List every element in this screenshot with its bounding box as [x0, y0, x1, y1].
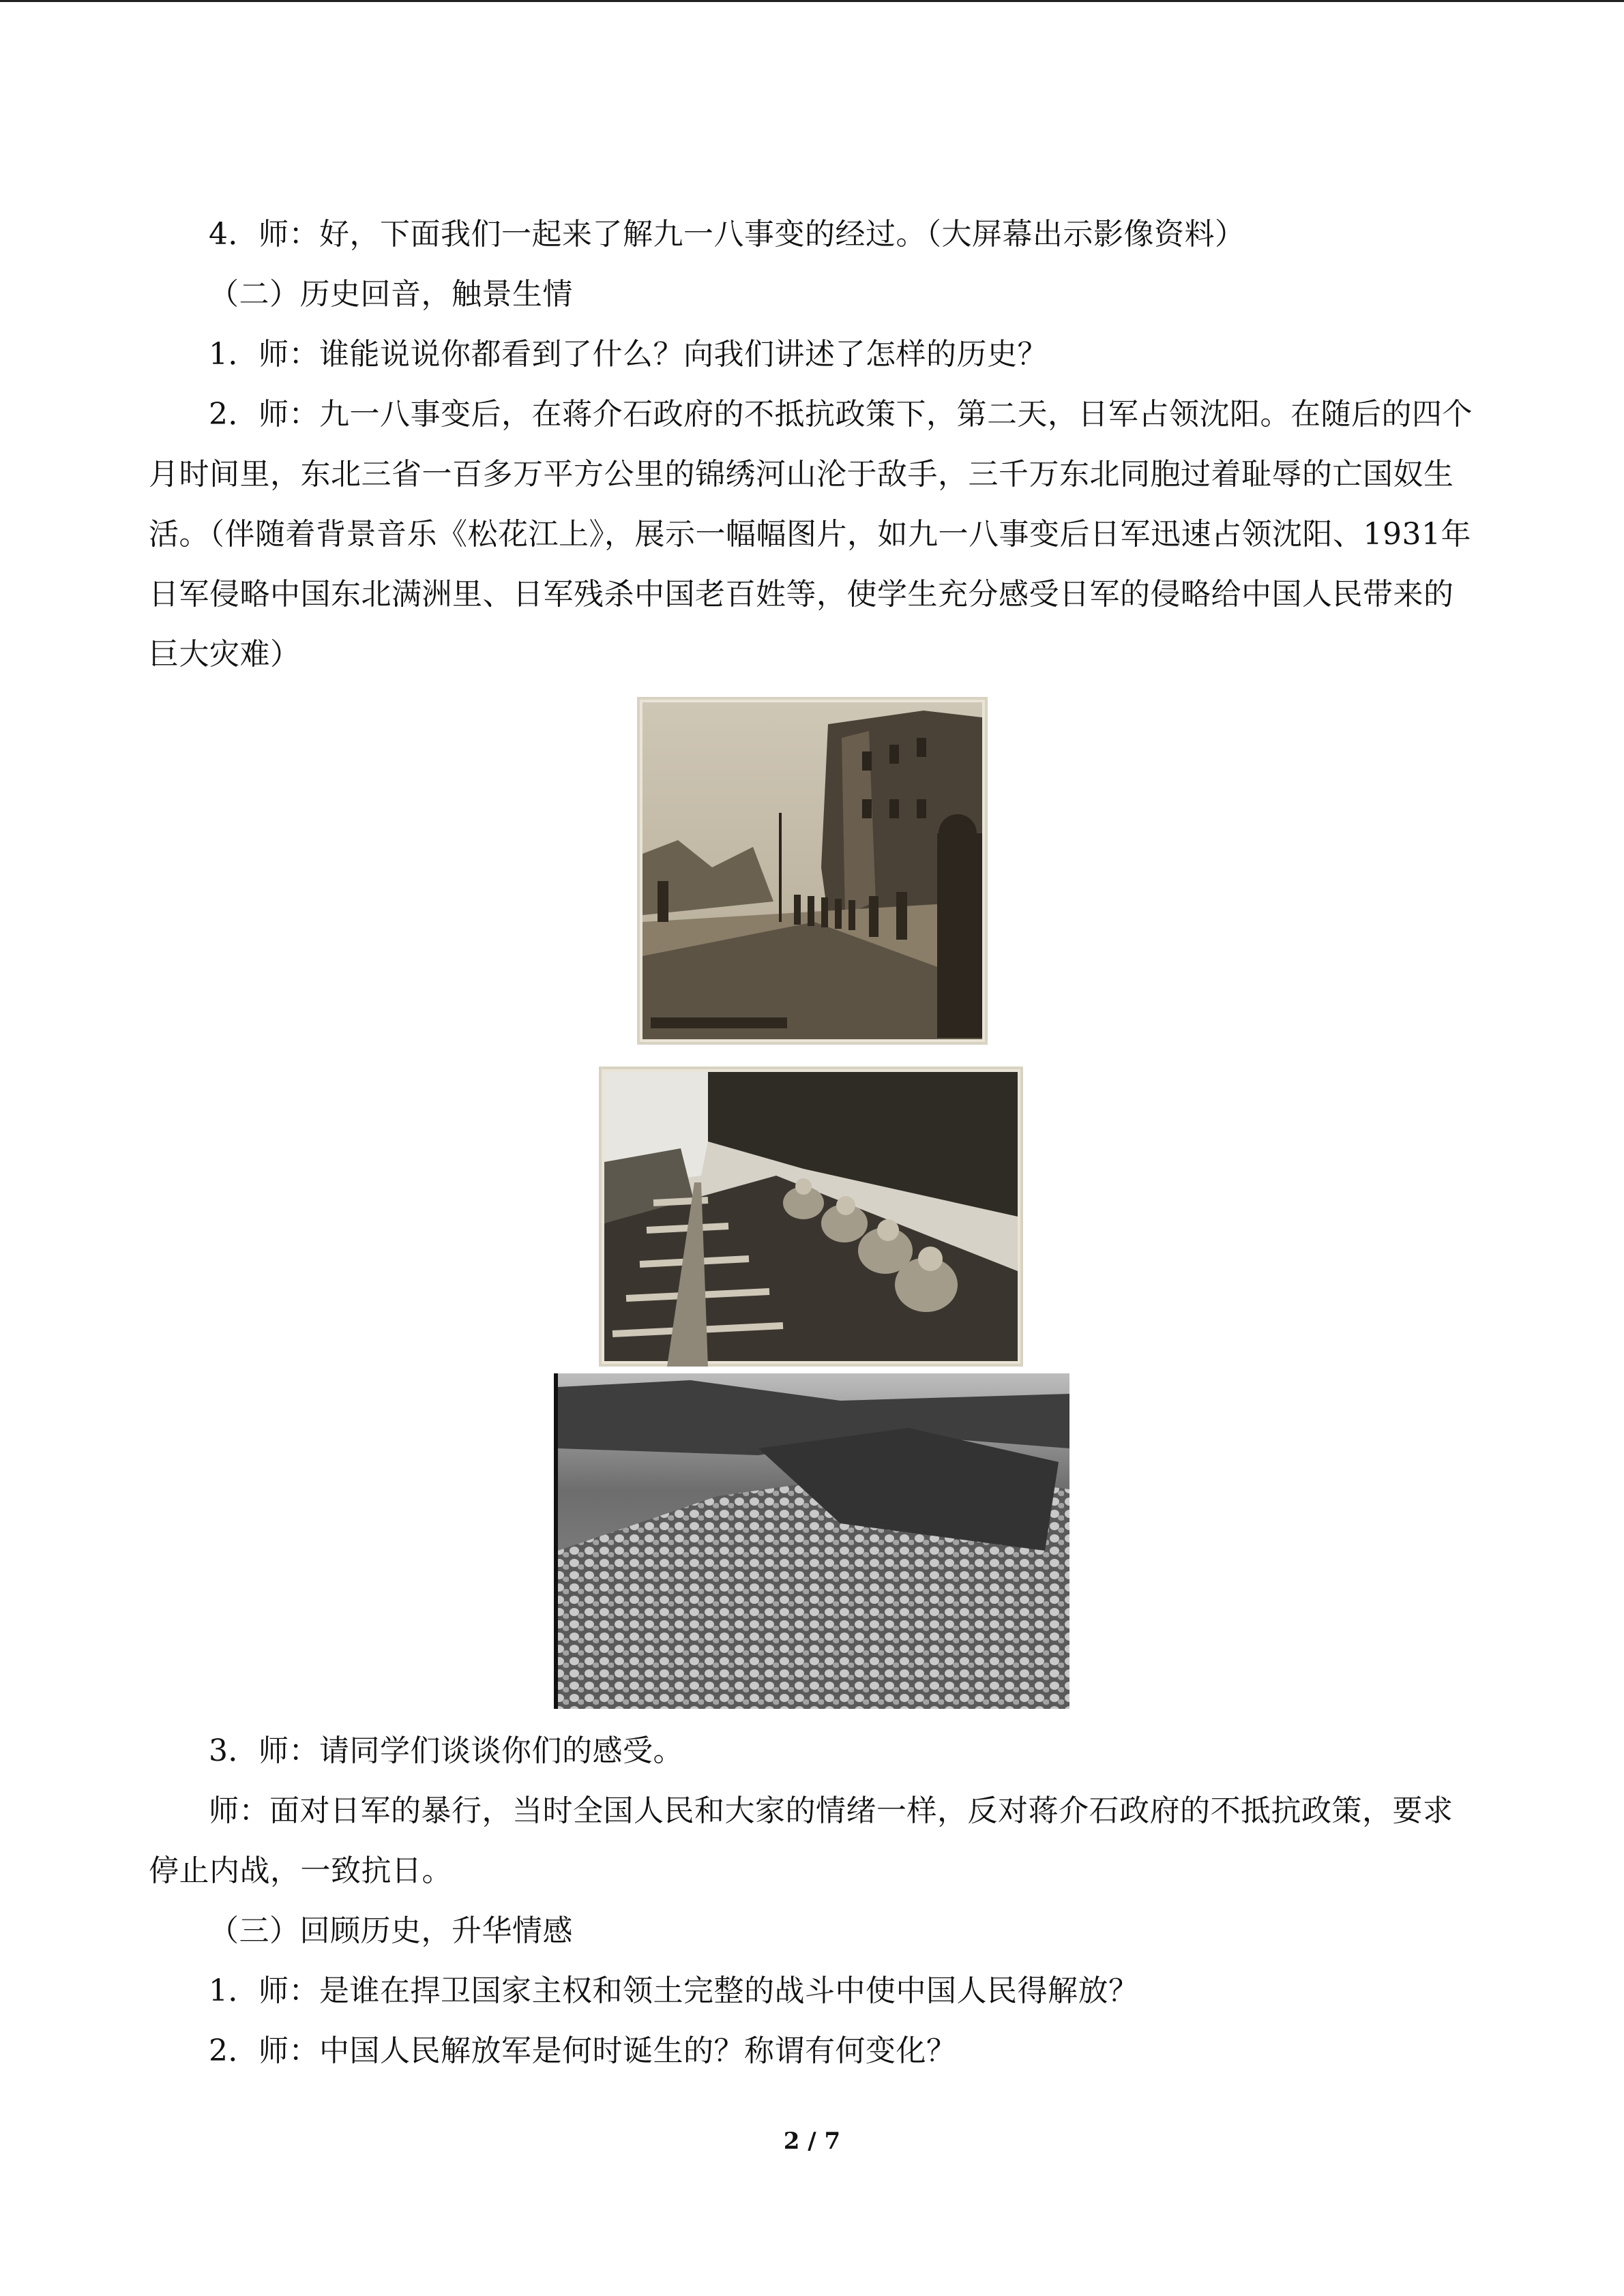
document-body-bottom	[149, 1721, 1479, 2081]
paragraph-teacher-summary: 师：面对日军的暴行，当时全国人民和大家的情绪一样，反对蒋介石政府的不抵抗政策，要求停止内战，一致抗日。	[149, 1793, 1453, 1888]
paragraph-step4: 4．师：好，下面我们一起来了解九一八事变的经过。（大屏幕出示影像资料）	[209, 217, 1245, 252]
photo-massacre-site	[554, 1373, 1069, 1709]
paragraph-q2: 2．师：九一八事变后，在蒋介石政府的不抵抗政策下，第二天，日军占领沈阳。在随后的四个月时间里，东北三省一百多万平方公里的锦绣河山沦于敌手，三千万东北同胞过着耻辱的亡国奴生活。（伴随着背景音乐《松花江上》，展示一幅幅图片，如九一八事变后日军迅速占领沈阳、1931年日军侵略中国东北满洲里、日军残杀中国老百姓等，使学生充分感受日军的侵略给中国人民带来的巨大灾难）	[149, 397, 1473, 672]
section-heading-2: （二）历史回音，触景生情	[209, 277, 573, 312]
document-body-top	[149, 205, 1479, 685]
page-number: 2 / 7	[783, 2128, 841, 2155]
photo-manzhouli-invasion	[599, 1067, 1023, 1367]
paragraph-q1: 1．师：谁能说说你都看到了什么？向我们讲述了怎样的历史？	[209, 337, 1048, 372]
paragraph-q3: 3．师：请同学们谈谈你们的感受。	[209, 1733, 683, 1768]
page-top-border	[0, 0, 1624, 2]
paragraph-q5: 2．师：中国人民解放军是何时诞生的？称谓有何变化？	[209, 2033, 957, 2068]
photo-shenyang-occupation	[637, 697, 988, 1045]
section-heading-3: （三）回顾历史，升华情感	[209, 1913, 573, 1948]
paragraph-q4: 1．师：是谁在捍卫国家主权和领土完整的战斗中使中国人民得解放？	[209, 1973, 1139, 2008]
